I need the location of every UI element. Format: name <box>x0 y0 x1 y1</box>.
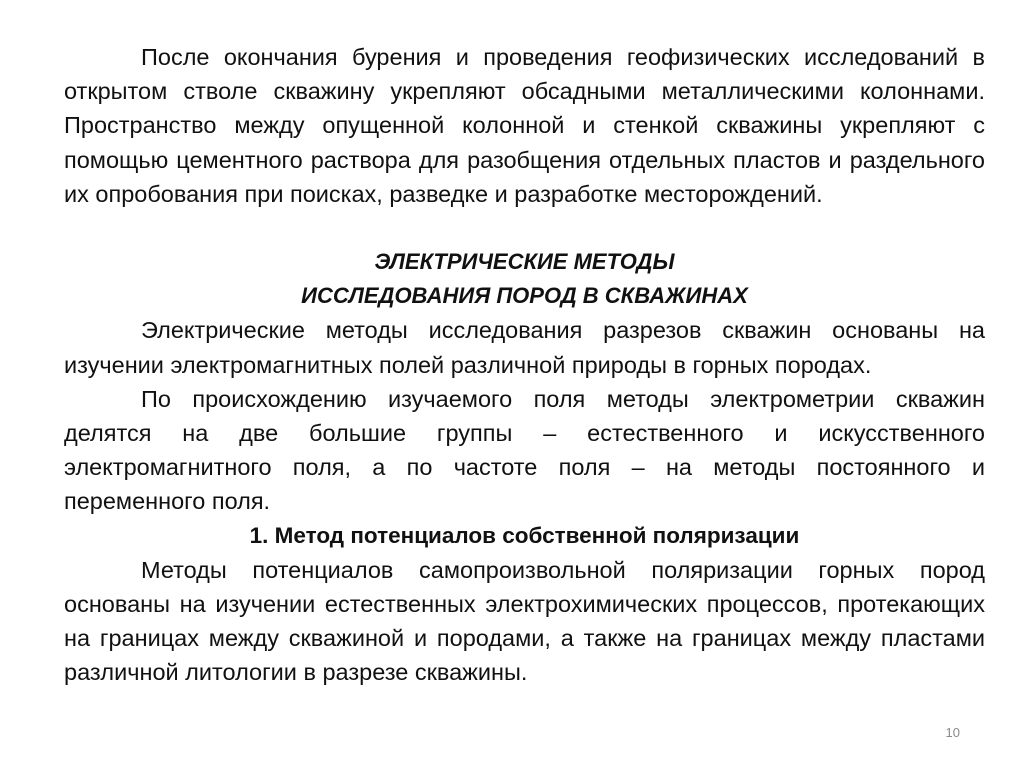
page-number: 10 <box>945 725 960 740</box>
intro-paragraph: После окончания бурения и проведения геофизических исследований в открытом стволе скважину укрепляют обсадными металлическими колоннами. Пространство между опущенной колонной и стенкой скважины укрепляют с помощью цементного раствора для разобщения отдельных пластов и раздельного их опробования при поисках, разведке и разработке месторождений. <box>64 44 985 207</box>
section-heading-line-2: ИССЛЕДОВАНИЯ ПОРОД В СКВАЖИНАХ <box>301 283 748 309</box>
field-origin-paragraph: По происхождению изучаемого поля методы электрометрии скважин делятся на две большие группы – естественного и искусственного электромагнитного поля, а по частоте поля – на методы постоянного и переменного поля. <box>64 385 985 515</box>
spacer <box>64 211 985 245</box>
section-heading <box>64 245 985 313</box>
sp-methods-paragraph: Методы потенциалов самопроизвольной поляризации горных пород основаны на изучении естественных электрохимических процессов, протекающих на границах между скважиной и породами, а также на границах между пластами различной литологии в разрезе скважины. <box>64 556 985 686</box>
section-heading-line-1: ЭЛЕКТРИЧЕСКИЕ МЕТОДЫ <box>374 249 675 275</box>
slide-content <box>64 40 985 690</box>
method-subheading: 1. Метод потенциалов собственной поляризации <box>249 522 800 548</box>
electric-methods-paragraph: Электрические методы исследования разрезов скважин основаны на изучении электромагнитных полей различной природы в горных породах. <box>64 317 985 378</box>
